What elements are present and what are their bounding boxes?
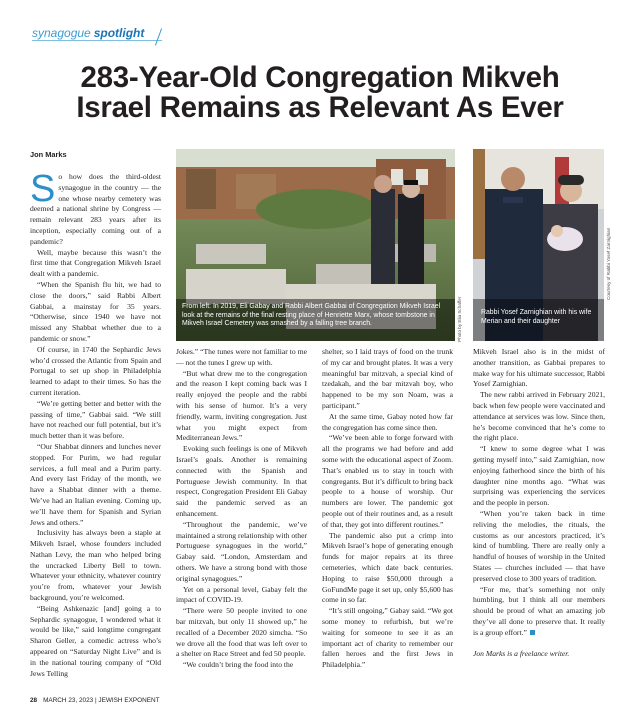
paragraph: At the same time, Gabay noted how far the congregation has come since then. bbox=[322, 411, 453, 432]
paragraph-text: “For me, that’s something not only humbling, but I think all our members should be proud of what an amazing job they’ve all done to preserve that. It really is a group effort.” bbox=[473, 584, 605, 637]
article-column-1 bbox=[30, 168, 161, 679]
paragraph: “Being Ashkenazic [and] going a to Sephardic synagogue, I wondered what it would be like,” said longtime congregant Sharon Geller, a comedic actress who’s appeared on “Saturday Night Live” and is in the national touring company of “Old Jews Telling bbox=[30, 603, 161, 678]
paragraph: Yet on a personal level, Gabay felt the impact of COVID-19. bbox=[176, 584, 307, 605]
page-number: 28 bbox=[30, 697, 38, 704]
paragraph: “We couldn’t bring the food into the bbox=[183, 660, 294, 670]
section-label: synagogue bbox=[32, 26, 91, 40]
rabbi-family-photo bbox=[473, 149, 604, 341]
paragraph: The pandemic also put a crimp into Mikveh Israel’s hope of generating enough funds for major repairs at its three cemeteries, which date back centuries. Hoping to raise $50,000 through a GoFundMe page it set up, only $5,600 has come in so far. bbox=[322, 530, 453, 605]
rabbi-family-photo-caption: Rabbi Yosef Zarnighian with his wife Merian and their daughter bbox=[481, 309, 592, 325]
headline-line-1: 283-Year-Old Congregation Mikveh bbox=[80, 61, 560, 94]
article-headline bbox=[20, 63, 620, 123]
paragraph bbox=[473, 585, 605, 639]
drop-cap: S bbox=[30, 168, 56, 210]
section-header bbox=[32, 26, 144, 40]
author-note: Jon Marks is a freelance writer. bbox=[473, 648, 570, 658]
paragraph: o how does the third-oldest synagogue in the country — the one whose nearby cemetery was deemed a national shrine by Congress — remain relevant 283 years after its inception, especially coming out of a pandemic? bbox=[30, 172, 161, 246]
paragraph: “Our Shabbat dinners and lunches never stopped. For Purim, we had regular services, a full meal and a Purim party. And every last Friday of the month, we have a Shabbat dinner with a theme. We’ve had an Italian evening. Coming up, we’ll have them for Spanish and Syrian Jews and others.” bbox=[30, 441, 161, 527]
header-slash bbox=[155, 28, 162, 45]
footer-text: MARCH 23, 2023 | JEWISH EXPONENT bbox=[43, 697, 160, 704]
paragraph: Mikveh Israel also is in the midst of another transition, as Gabbai prepares to make way for his ultimate successor, Rabbi Yosef Zarnighian. bbox=[473, 347, 605, 389]
paragraph: The new rabbi arrived in February 2021, back when few people were vaccinated and attendance at services was low. Since then, he’s become convinced that he’s come to the right place. bbox=[473, 390, 605, 443]
cemetery-photo-credit: Photo by Elia Schaffer bbox=[457, 296, 462, 342]
paragraph: Of course, in 1740 the Sephardic Jews who’d crossed the Atlantic from Spain and Portugal to set up shop in Philadelphia learned to adapt to their times. So has the current iteration. bbox=[30, 344, 161, 397]
paragraph: “It’s still ongoing,” Gabay said. “We got some money to refurbish, but we’re waiting for someone to see it as an important act of charity to remember our fallen heroes and the first Jews in Philadelphia.” bbox=[322, 606, 453, 670]
headline-line-2: Israel Remains as Relevant As Ever bbox=[76, 91, 564, 124]
paragraph: “When you’re taken back in time reliving the melodies, the rituals, the customs as our ancestors practiced, it’s kind of humbling. There are really only a handful of houses of worship in the United States — churches included — that have preserved close to 300 years of tradition. bbox=[473, 508, 605, 583]
paragraph: “When the Spanish flu hit, we had to close the doors,” said Rabbi Albert Gabbai, a mainstay for 35 years. “Otherwise, since 1940 we have not missed any Shabbat whether due to a pandemic or snow.” bbox=[30, 279, 161, 343]
article-column-3 bbox=[322, 347, 453, 671]
cemetery-photo bbox=[176, 149, 455, 341]
paragraph: “There were 50 people invited to one bar mitzvah, but only 11 showed up,” he recalled of a December 2020 simcha. “So we drove all the food that was left over to a shelter on Race Street and fed 50 people. bbox=[176, 606, 307, 659]
end-mark-icon bbox=[530, 630, 535, 635]
byline: Jon Marks bbox=[30, 150, 67, 159]
paragraph: “We’re getting better and better with the passing of time,” Gabbai said. “We still have not reached our full potential, but it’s much better than it was before. bbox=[30, 398, 161, 441]
paragraph: Inclusivity has always been a staple at Mikveh Israel, whose founders included Nathan Levy, the man who helped bring the uncracked Liberty Bell to town. Whatever your ethnicity, whatever country you’re from, whatever your Jewish background, you’re welcomed. bbox=[30, 528, 161, 603]
article-column-4 bbox=[473, 347, 605, 659]
article-column-2 bbox=[176, 347, 307, 671]
section-label-emphasis: spotlight bbox=[93, 26, 145, 40]
paragraph: “We’ve been able to forge forward with all the programs we had before and add some with the educational aspect of Zoom. That’s enabled us to stay in touch with congregants. But it’s difficult to bring back people to a house of worship. Our numbers are lower. The pandemic got people out of their routines and, as a result of that, they got into different routines.” bbox=[322, 433, 453, 529]
paragraph: shelter, so I laid trays of food on the trunk of my car and brought plates. It was a very meaningful bar mitzvah, a special kind of tzedakah, and the bar mitzvah boy, who happened to be my son Noam, was a participant.” bbox=[322, 347, 453, 410]
paragraph: Jokes.” “The tunes were not familiar to me — not the tunes I grew up with. bbox=[176, 347, 307, 367]
page-footer bbox=[30, 697, 159, 704]
paragraph: “But what drew me to the congregation and the reason I kept coming back was I really enjoyed the people and the rabbi with his sense of humor. It’s a very friendly, warm, inviting congregation. Just what you might expect from Mediterranean Jews.” bbox=[176, 368, 307, 443]
paragraph: “I knew to some degree what I was getting myself into,” said Zarnighian, now enjoying fatherhood since the birth of his daughter nine months ago. “What was surprising was experiencing the services and the people in person. bbox=[473, 444, 605, 508]
paragraph: Well, maybe because this wasn’t the first time that Congregation Mikveh Israel dealt with a pandemic. bbox=[30, 247, 161, 279]
rabbi-family-photo-credit: Courtesy of Rabbi Yosef Zarnighian bbox=[606, 227, 611, 300]
paragraph: “Throughout the pandemic, we’ve maintained a strong relationship with other Portuguese synagogues in the world,” Gabay said. “London, Amsterdam and others. We have a strong bond with those original synagogues.” bbox=[176, 519, 307, 583]
header-rule bbox=[32, 40, 162, 41]
paragraph: Evoking such feelings is one of Mikveh Israel’s goals. Another is remaining connected with the Spanish and Portuguese Jewish community. In that respect, Congregation President Eli Gabay said the pandemic served as an enhancement. bbox=[176, 444, 307, 518]
cemetery-photo-caption: From left: In 2019, Eli Gabay and Rabbi Albert Gabbai of Congregation Mikveh Israel look at the remains of the final resting place of Henriette Marx, whose tombstone in Mikveh Israel Cemetery was smashed by a falling tree branch. bbox=[182, 303, 441, 327]
